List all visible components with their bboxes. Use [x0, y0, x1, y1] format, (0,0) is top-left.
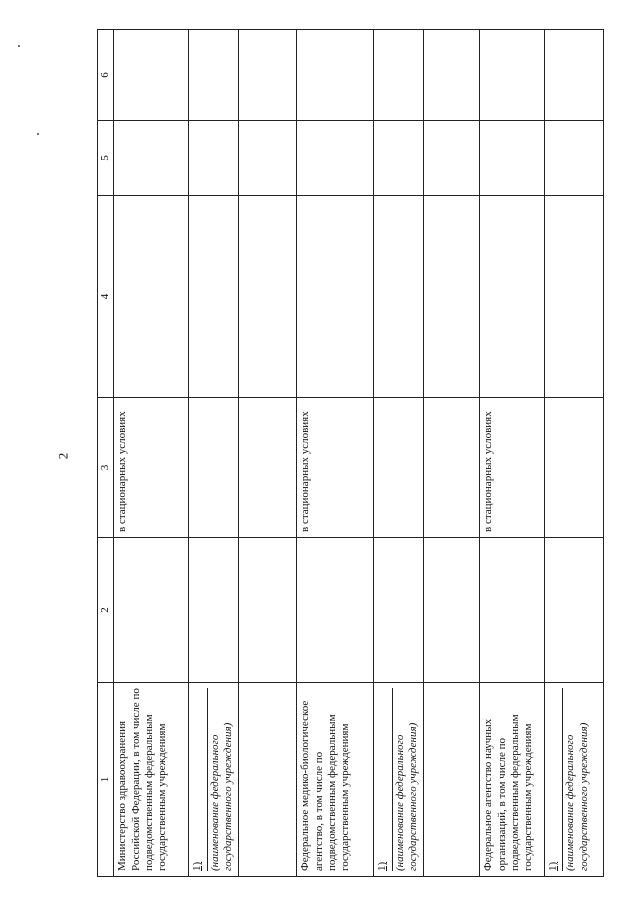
table-row: [296, 29, 373, 876]
page-number: 2: [55, 452, 71, 460]
header-cell: 1: [97, 682, 113, 876]
scan-speck: [37, 133, 39, 135]
empty-cell: [296, 537, 373, 682]
empty-cell: [113, 120, 188, 195]
empty-cell: [188, 397, 237, 537]
condition-cell: в стационарных условиях: [113, 397, 188, 537]
empty-cell: [423, 29, 480, 120]
subitem-number: 1): [546, 861, 559, 871]
subitem-cell: [373, 682, 422, 876]
empty-cell: [296, 120, 373, 195]
empty-cell: [296, 195, 373, 397]
report-table: [97, 29, 604, 877]
agency-cell: Федеральное агентство научных организаций, в том числе по подведомственным федеральным государственным учреждениям: [479, 682, 544, 876]
empty-cell: [479, 29, 544, 120]
empty-cell: [238, 195, 297, 397]
empty-cell: [113, 29, 188, 120]
empty-cell: [373, 120, 422, 195]
empty-cell: [238, 120, 297, 195]
scan-speck: [18, 45, 20, 47]
table-row: [238, 29, 297, 876]
agency-cell: Федеральное медико-биологическое агентство, в том числе по подведомственным федеральным государственным учреждениям: [296, 682, 373, 876]
empty-cell: [479, 120, 544, 195]
empty-cell: [113, 537, 188, 682]
empty-cell: [373, 29, 422, 120]
subitem-note: (наименование федерального государственного учреждения): [562, 688, 590, 871]
subitem-note: (наименование федерального государственного учреждения): [206, 688, 234, 871]
empty-cell: [113, 195, 188, 397]
empty-cell: [544, 195, 603, 397]
empty-cell: [544, 397, 603, 537]
table-row: [544, 29, 603, 876]
header-cell: 6: [97, 29, 113, 120]
empty-cell: [544, 537, 603, 682]
empty-cell: [479, 195, 544, 397]
header-cell: 5: [97, 120, 113, 195]
empty-cell: [479, 537, 544, 682]
subitem-number: 1): [190, 861, 203, 871]
empty-cell: [188, 537, 237, 682]
empty-cell: [238, 682, 297, 876]
empty-cell: [423, 682, 480, 876]
subitem-number: 1): [375, 861, 388, 871]
subitem-cell: [544, 682, 603, 876]
subitem-note: (наименование федерального государственного учреждения): [391, 688, 419, 871]
table-row: [423, 29, 480, 876]
table-row: [373, 29, 422, 876]
empty-cell: [188, 120, 237, 195]
empty-cell: [188, 29, 237, 120]
empty-cell: [423, 120, 480, 195]
empty-cell: [238, 397, 297, 537]
report-table-rotated: [97, 30, 604, 877]
table-row: [113, 29, 188, 876]
empty-cell: [373, 195, 422, 397]
empty-cell: [296, 29, 373, 120]
empty-cell: [423, 195, 480, 397]
empty-cell: [544, 29, 603, 120]
empty-cell: [423, 397, 480, 537]
empty-cell: [238, 537, 297, 682]
empty-cell: [238, 29, 297, 120]
table-header-row: [97, 29, 113, 876]
subitem-cell: [188, 682, 237, 876]
agency-cell: Министерство здравоохранения Российской Федерации, в том числе по подведомственным федеральным государственным учреждениям: [113, 682, 188, 876]
table-row: [188, 29, 237, 876]
condition-cell: в стационарных условиях: [296, 397, 373, 537]
empty-cell: [373, 397, 422, 537]
empty-cell: [423, 537, 480, 682]
condition-cell: в стационарных условиях: [479, 397, 544, 537]
empty-cell: [544, 120, 603, 195]
header-cell: 2: [97, 537, 113, 682]
header-cell: 4: [97, 195, 113, 397]
empty-cell: [373, 537, 422, 682]
table-row: [479, 29, 544, 876]
empty-cell: [188, 195, 237, 397]
header-cell: 3: [97, 397, 113, 537]
